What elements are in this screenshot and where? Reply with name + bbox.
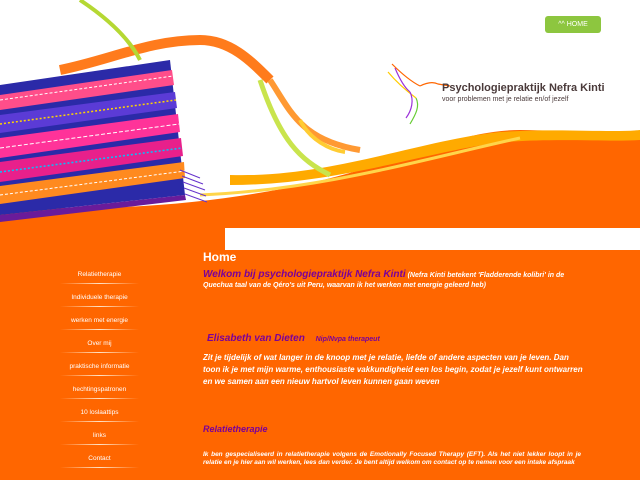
page-title: Home [203, 250, 237, 264]
sidebar-item-label: praktische informatie [69, 363, 130, 370]
sidebar-item-werken-met-energie[interactable] [52, 309, 147, 332]
sidebar-item-label: Relatietherapie [77, 271, 122, 278]
sidebar-item-label: links [92, 432, 106, 439]
home-button[interactable]: ^^ HOME [545, 16, 601, 33]
site-title: Psychologiepraktijk Nefra Kinti [442, 82, 605, 94]
hummingbird-logo-icon [388, 64, 450, 124]
sidebar-item-label: 10 loslaattips [80, 409, 119, 416]
sidebar-item-links[interactable] [52, 424, 147, 447]
section-paragraph: Ik ben gespecialiseerd in relatietherapie volgens de Emotionally Focused Therapy (EFT). Als het niet lekker loopt in je relatie en je hier aan wil werken, lees dan verder. Je bent altijd welkom om contact op te nemen voor een intake afspraak [203, 451, 581, 466]
intro-paragraph: Zit je tijdelijk of wat langer in de knoop met je relatie, liefde of andere aspecten van je leven. Dan toon ik je met mijn warme, enthousiaste vakkundigheid een los begin, zodat je jezelf kunt ontwarren en we samen aan een nieuw hartvol leven kunnen gaan weven [203, 353, 583, 386]
sidebar-item-contact[interactable] [52, 447, 147, 470]
site-tagline: voor problemen met je relatie en/of jezelf [442, 96, 569, 103]
welcome-heading: Welkom bij psychologiepraktijk Nefra Kinti [203, 269, 406, 280]
sidebar-item-label: Contact [88, 455, 111, 462]
sidebar-nav [52, 263, 147, 470]
therapist-line [207, 333, 380, 344]
sidebar-item-label: Over mij [87, 340, 112, 347]
section-title: Relatietherapie [203, 424, 268, 434]
therapist-name: Elisabeth van Dieten [207, 333, 305, 344]
sidebar-item-relatietherapie[interactable] [52, 263, 147, 286]
welcome-text: (Nefra Kinti betekent 'Fladderende kolibri' in de Quechua taal van de Qéro's uit Peru, waarvan ik het werken met energie geleerd heb) [203, 272, 565, 289]
sidebar-item-over-mij[interactable] [52, 332, 147, 355]
header-artwork [0, 0, 640, 232]
therapist-role: Nip/Nvpa therapeut [315, 336, 380, 343]
welcome-paragraph [203, 270, 586, 291]
sidebar-item-label: werken met energie [70, 317, 129, 324]
sidebar-item-praktische-informatie[interactable] [52, 355, 147, 378]
sidebar-item-loslaattips[interactable] [52, 401, 147, 424]
sidebar-item-label: hechtingspatronen [72, 386, 127, 393]
sidebar-item-label: Individuele therapie [71, 294, 128, 301]
header-banner [0, 0, 640, 232]
sidebar-item-individuele-therapie[interactable] [52, 286, 147, 309]
sidebar-item-hechtingspatronen[interactable] [52, 378, 147, 401]
textile-image [0, 60, 207, 222]
title-bar-accent [225, 228, 640, 250]
